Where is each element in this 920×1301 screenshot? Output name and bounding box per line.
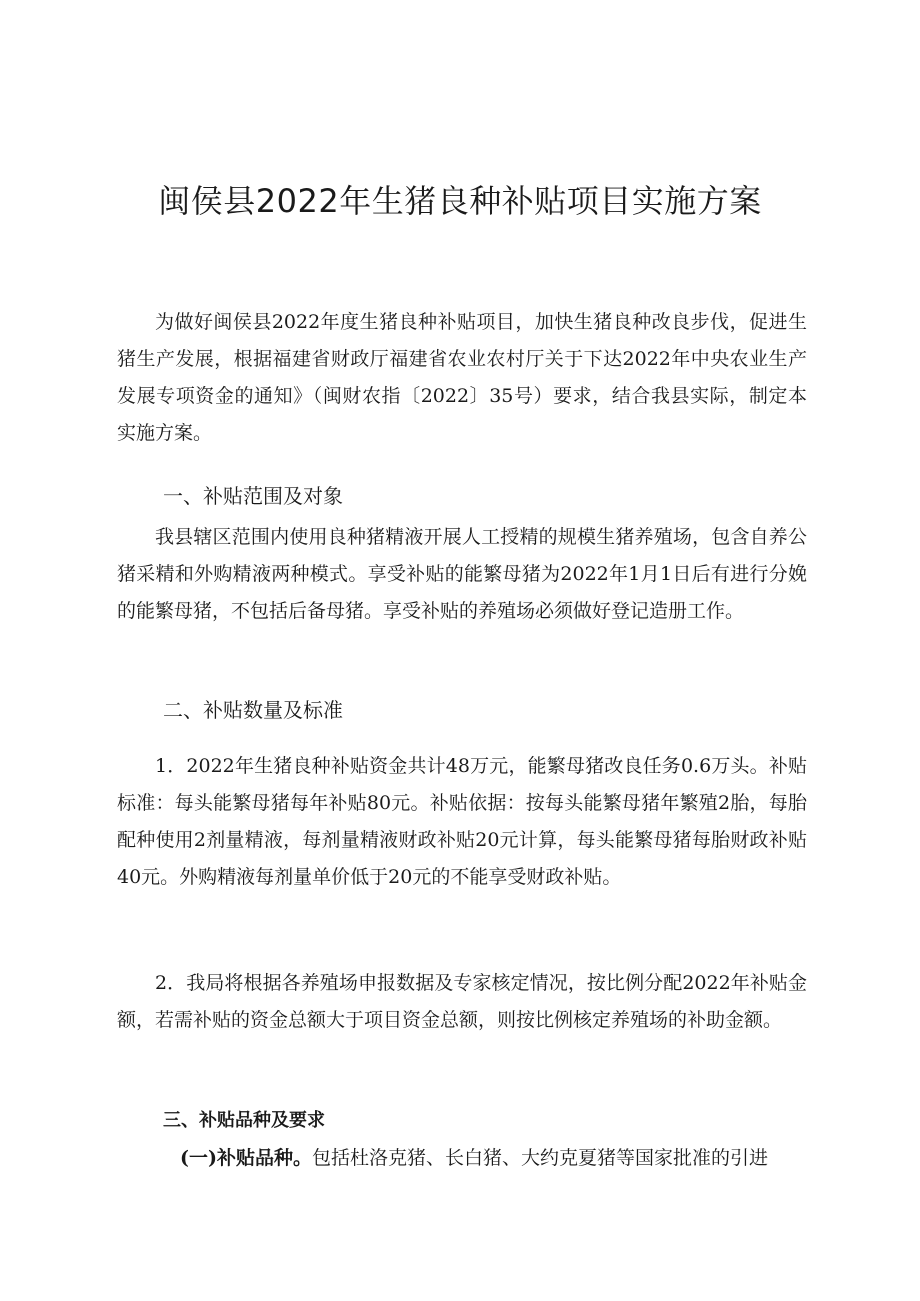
section1-heading: 一、补贴范围及对象 xyxy=(163,484,343,508)
intro-paragraph: 为做好闽侯县2022年度生猪良种补贴项目，加快生猪良种改良步伐，促进生猪生产发展，根据福建省财政厅福建省农业农村厅关于下达2022年中央农业生产发展专项资金的通知》（闽财农指〔2022〕35号）要求，结合我县实际，制定本实施方案。 xyxy=(117,311,807,444)
section3-heading: 三、补贴品种及要求 xyxy=(163,1110,325,1131)
section1-paragraph: 我县辖区范围内使用良种猪精液开展人工授精的规模生猪养殖场，包含自养公猪采精和外购精液两种模式。享受补贴的能繁母猪为2022年1月1日后有进行分娩的能繁母猪，不包括后备母猪。享受补贴的养殖场必须做好登记造册工作。 xyxy=(117,526,807,622)
section2-item2-paragraph: 2．我局将根据各养殖场申报数据及专家核定情况，按比例分配2022年补贴金额，若需补贴的资金总额大于项目资金总额，则按比例核定养殖场的补助金额。 xyxy=(117,972,807,1031)
section3-sub1-lead: (一)补贴品种。 xyxy=(180,1147,312,1169)
section3-sub1-paragraph xyxy=(180,1140,807,1177)
section3-sub1-text: 包括杜洛克猪、长白猪、大约克夏猪等国家批准的引进 xyxy=(311,1147,768,1169)
section2-heading: 二、补贴数量及标准 xyxy=(163,698,343,722)
document-title: 闽侯县2022年生猪良种补贴项目实施方案 xyxy=(158,182,762,220)
section2-item1-paragraph: 1．2022年生猪良种补贴资金共计48万元，能繁母猪改良任务0.6万头。补贴标准：每头能繁母猪每年补贴80元。补贴依据：按每头能繁母猪年繁殖2胎，每胎配种使用2剂量精液，每剂量精液财政补贴20元计算，每头能繁母猪每胎财政补贴40元。外购精液每剂量单价低于20元的不能享受财政补贴。 xyxy=(117,755,807,888)
